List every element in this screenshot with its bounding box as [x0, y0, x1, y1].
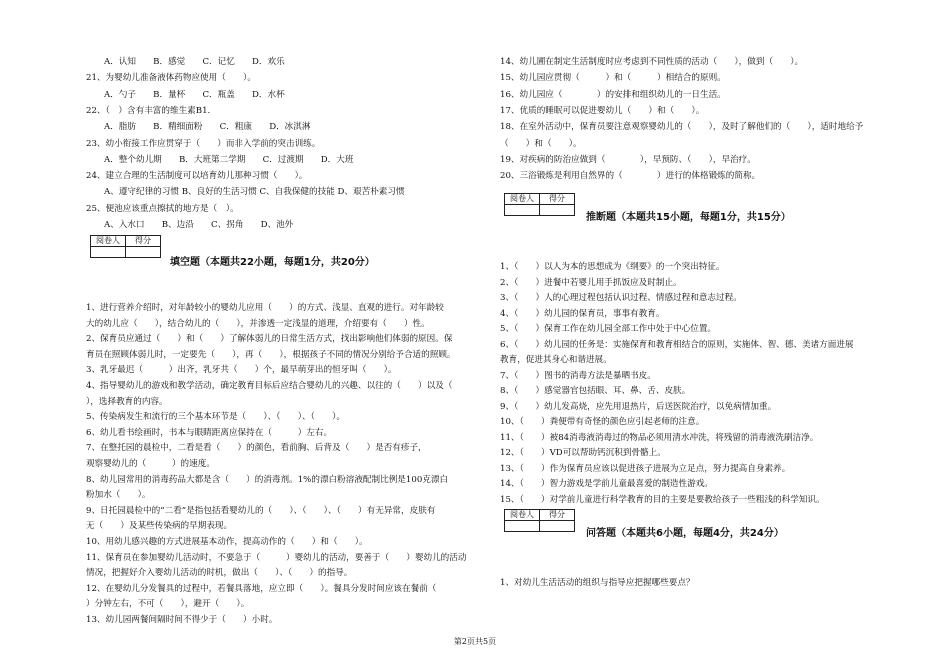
- question-line: ），选择教育的内容。: [86, 396, 168, 407]
- question-line: 7、在整托园的晨检中，二看是看（ ）的颜色，看前胸、后背及（ ）是否有疹子，: [86, 443, 427, 454]
- grader-label: 阅卷人: [505, 194, 540, 205]
- question-line: 9、（ ）幼儿发高烧，应先用退热片，后送医院治疗，以免病情加重。: [500, 401, 777, 412]
- question-line: 23、幼小衔接工作应贯穿于（ ）而非入学前的突击训练。: [86, 138, 321, 149]
- question-line: 1、进行营养介绍时，对年龄较小的婴幼儿应用（ ）的方式、浅显、直观的进行。对年龄较: [86, 303, 444, 313]
- question-line: 17、优质的睡眠可以促进婴幼儿（ ）和（ ）。: [500, 105, 705, 116]
- question-line: 无（ ）及某些传染病的早期表现。: [86, 521, 233, 532]
- score-box-qa: [504, 509, 575, 532]
- question-line: 4、指导婴幼儿的游戏和教学活动，确定教育目标后应结合婴幼儿的兴趣、以往的（ ）以及（: [86, 381, 453, 391]
- question-line: 9、日托园晨检中的“二看”是指包括看婴幼儿的（ ）、（ ）、（ ）有无异常，皮肤有: [86, 505, 436, 516]
- question-line: 13、（ ）作为保育员应该以促进孩子进展为立足点，努力提高自身素养。: [500, 463, 791, 474]
- question-line: 粉加水（ ）。: [86, 490, 151, 501]
- grader-label: 阅卷人: [505, 510, 540, 521]
- section-title-qa: 问答题（本题共6小题，每题4分，共24分）: [586, 528, 784, 539]
- grader-label: 阅卷人: [91, 236, 126, 247]
- score-label: 得分: [540, 510, 575, 521]
- question-line: 教育，促进其身心和谐进展。: [500, 355, 612, 365]
- question-line: 12、在婴幼儿分发餐具的过程中，若餐具落地，应立即（ ）。餐具分发时间应该在餐前（: [86, 583, 437, 594]
- question-line: 14、（ ）智力游戏是学前儿童最喜爱的制造性游戏。: [500, 479, 713, 489]
- question-line: 观察婴幼儿的（ ）的速度。: [86, 459, 215, 469]
- question-line: 2、保育员应通过（ ）和（ ）了解体弱儿的日常生活方式，找出影响他们体弱的原因。保: [86, 334, 453, 345]
- question-line: 15、幼儿园应贯彻（ ）和（ ）相结合的原则。: [500, 73, 726, 84]
- question-line: 11、（ ）被84消毒液消毒过的物品必须用清水冲洗，将残留的消毒液洗刷洁净。: [500, 432, 819, 443]
- question-line: 5、传染病发生和流行的三个基本环节是（ ）、（ ）、（ ）。: [86, 412, 345, 423]
- question-line: 8、（ ）感觉器官包括眼、耳、鼻、舌、皮肤。: [500, 386, 691, 396]
- question-line: 11、保育员在参加婴幼儿活动时，不要急于（ ）婴幼儿的活动，要善于（ ）婴幼儿的活动: [86, 552, 467, 563]
- question-line: 12、（ ）VD可以帮助钙沉积到骨骼上。: [500, 448, 666, 458]
- question-line: （ ）和（ ）。: [500, 138, 582, 149]
- score-box-judge: [504, 193, 575, 216]
- score-label: 得分: [126, 236, 161, 247]
- question-line: 22、（ ）含有丰富的维生素B1.: [86, 105, 211, 116]
- question-line: 6、幼儿看书绘画时，书本与眼睛距离应保持在（ ）左右。: [86, 427, 333, 438]
- question-line: 10、用幼儿感兴趣的方式进展基本动作，提高动作的（ ）和（ ）。: [86, 537, 368, 547]
- question-line: 7、（ ）图书的消毒方法是暴晒书皮。: [500, 370, 656, 381]
- section-title-judge: 推断题（本题共15小题，每题1分，共15分）: [586, 212, 791, 223]
- score-label: 得分: [540, 194, 575, 205]
- question-line: A．勺子 B．量杯 C．瓶盖 D．水杯: [104, 89, 285, 100]
- question-line: 24、建立合理的生活制度可以培育幼儿那种习惯（ ）。: [86, 171, 308, 182]
- question-line: 18、在室外活动中，保育员要注意观察婴幼儿的（ ），及时了解他们的（ ），适时地给予: [500, 122, 864, 133]
- question-line: 19、对疾病的防治应做到（ ），早预防、（ ），早治疗。: [500, 154, 756, 165]
- question-line: 21、为婴幼儿准备液体药物应使用（ ）。: [86, 73, 256, 84]
- question-line: A、遵守纪律的习惯 B、良好的生活习惯 C、自我保健的技能 D、艰苦朴素习惯: [104, 187, 405, 198]
- question-line: A．整个幼儿期 B．大班第二学期 C．过渡期 D．大班: [104, 154, 354, 165]
- question-line: 10、（ ）粪便带有奇怪的颜色应引起老师的注意。: [500, 417, 705, 427]
- question-line: 5、（ ）保育工作在幼儿园全部工作中处于中心位置。: [500, 324, 717, 334]
- question-line: 4、（ ）幼儿园的保育员，事事有教育。: [500, 308, 665, 319]
- section-title-fill: 填空题（本题共22小题，每题1分，共20分）: [170, 257, 375, 268]
- question-line: 6、（ ）幼儿园的任务是：实施保育和教育相结合的原则，实施体、智、德、美诸方面进展: [500, 339, 854, 350]
- question-line: 15、（ ）对学前儿童进行科学教育的目的主要是要教给孩子一些粗浅的科学知识。: [500, 494, 825, 505]
- question-line: 2、（ ）进餐中若婴儿用手抓饭应及时制止。: [500, 277, 682, 288]
- question-line: 16、幼儿园应（ ）的安排和组织幼儿的一日生活。: [500, 89, 726, 100]
- question-line: ）分钟左右，不可（ ），避开（ ）。: [86, 599, 250, 610]
- question-line: 大的幼儿应（ ），结合幼儿的（ ），并渗透一定浅显的道理，介绍要有（ ）性。: [86, 318, 430, 329]
- question-line: A、入水口 B、边沿 C、拐角 D、池外: [104, 220, 294, 230]
- question-line: 14、幼儿圃在制定生活制度时应考虑到不同性质的活动（ ），做到（ ）。: [500, 57, 804, 67]
- question-line: 3、（ ）人的心理过程包括认识过程、情感过程和意志过程。: [500, 293, 742, 303]
- score-box-fill: [90, 235, 161, 258]
- question-line: 13、幼儿园两餐间隔时间不得少于（ ）小时。: [86, 615, 278, 625]
- question-line: 情况，把握好介入婴幼儿活动的时机，做出（ ）、（ ）的指导。: [86, 568, 353, 579]
- question-line: A．认知 B．感觉 C．记忆 D．欢乐: [104, 57, 285, 67]
- question-line: 1、（ ）以人为本的思想成为《纲要》的一个突出特征。: [500, 262, 725, 272]
- question-line: A．脂肪 B．精细面粉 C．粗康 D．冰淇淋: [104, 122, 311, 133]
- question-line: 3、乳牙最迟（ ）出齐，乳牙共（ ）个，最早萌芽出的恒牙叫（ ）。: [86, 365, 397, 376]
- question-line: 25、便池应该重点擦拭的地方是（ ）。: [86, 203, 239, 214]
- question-line: 1、对幼儿生活活动的组织与指导应把握哪些要点？: [500, 578, 695, 588]
- question-line: 8、幼儿园常用的消毒药品大都是含（ ）的消毒剂。1%的漂白粉溶液配制比例是100克漂白: [86, 474, 449, 485]
- question-line: 育员在照顾体弱儿时，一定要先（ ），再（ ），根据孩子不同的情况分别给予合适的照顾。: [86, 349, 456, 360]
- page-number: 第2页共5页: [453, 637, 497, 646]
- question-line: 20、三浴锻炼是利用自然界的（ ）进行的体格锻炼的简称。: [500, 171, 761, 182]
